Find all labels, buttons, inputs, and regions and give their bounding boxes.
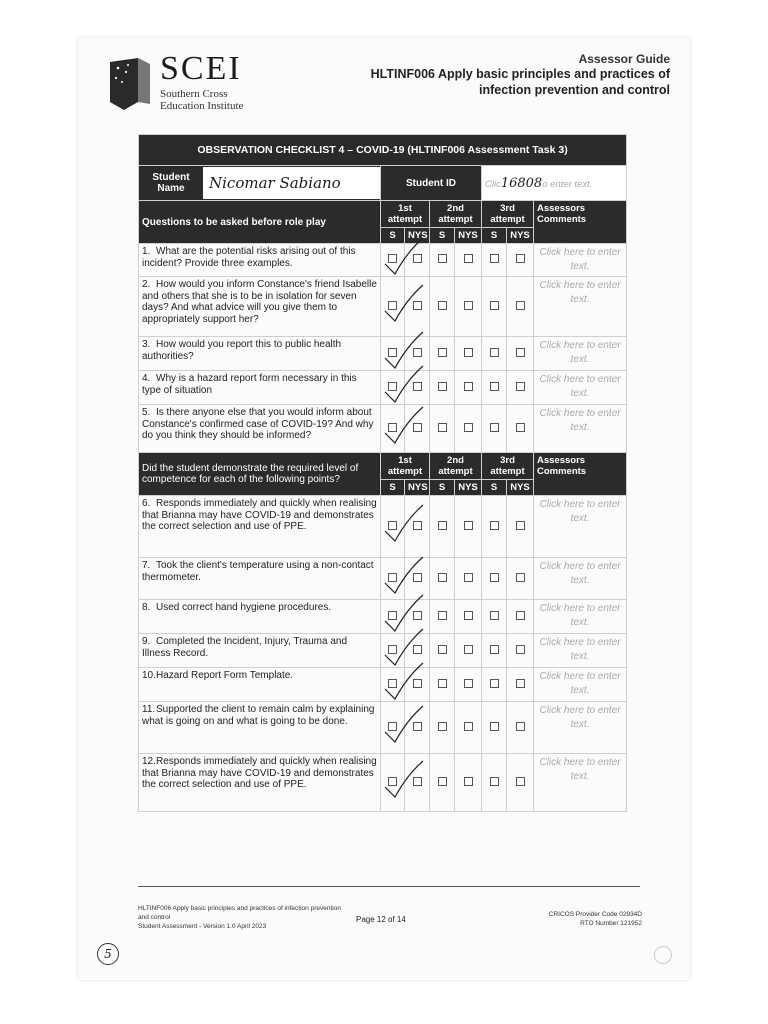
- checkbox-cell: [405, 754, 430, 812]
- checkbox[interactable]: [516, 722, 525, 731]
- checkbox-cell: [507, 337, 534, 371]
- comments-header: Assessors Comments: [534, 453, 627, 496]
- item-text: Supported the client to remain calm by explaining what is going on and what is going to be done.: [142, 704, 375, 727]
- item-text: Responds immediately and quickly when realising that Brianna may have COVID-19 and demonstrates the correct selection and use of PPE.: [142, 498, 377, 532]
- checkbox[interactable]: [516, 382, 525, 391]
- checkbox-cell: [381, 371, 405, 405]
- checkbox[interactable]: [413, 611, 422, 620]
- competence-point-text: [139, 496, 381, 558]
- checkbox-cell: [405, 558, 430, 600]
- student-id-label: Student ID: [381, 166, 482, 201]
- checkbox-cell: [381, 754, 405, 812]
- checkbox-cell: [455, 668, 482, 702]
- question-row: [139, 244, 627, 277]
- checkbox-cell: [430, 277, 455, 337]
- checkbox-cell: [430, 634, 455, 668]
- checkbox-cell: [507, 754, 534, 812]
- checkbox-cell: [405, 371, 430, 405]
- checkbox-cell: [507, 668, 534, 702]
- item-text: Used correct hand hygiene procedures.: [156, 602, 332, 613]
- checkbox[interactable]: [490, 423, 499, 432]
- observation-checklist-table: [138, 134, 627, 812]
- assessor-comment-field[interactable]: Click here to enter text.: [534, 754, 627, 812]
- checkbox-cell: [507, 558, 534, 600]
- checkbox[interactable]: [516, 645, 525, 654]
- unit-title-line1: HLTINF006 Apply basic principles and practices of: [370, 67, 670, 81]
- logo-wordmark: SCEI: [160, 50, 242, 87]
- checkbox[interactable]: [490, 679, 499, 688]
- competence-point-text: [139, 558, 381, 600]
- checkbox-cell: [507, 702, 534, 754]
- checkbox[interactable]: [464, 722, 473, 731]
- checkbox[interactable]: [438, 382, 447, 391]
- s-header: S: [482, 228, 507, 244]
- checkbox-cell: [430, 337, 455, 371]
- footer-left: HLTINF006 Apply basic principles and practices of infection prevention and control Student Assessment - Version 1.0 April 2023: [138, 905, 341, 930]
- faint-stamp-mark: [654, 946, 672, 964]
- footer-right: CRICOS Provider Code 02934D RTO Number 121952: [548, 911, 642, 927]
- item-number: 8.: [142, 602, 151, 613]
- checkbox-cell: [455, 558, 482, 600]
- item-text: Why is a hazard report form necessary in this type of situation: [142, 373, 357, 396]
- checkbox[interactable]: [490, 573, 499, 582]
- checkbox-cell: [507, 600, 534, 634]
- checkbox[interactable]: [413, 521, 422, 530]
- item-number: 2.: [142, 279, 151, 290]
- logo-subtitle: Southern Cross Education Institute: [160, 88, 244, 112]
- shield-logo-icon: [108, 58, 152, 110]
- guide-title: Assessor Guide: [578, 52, 670, 66]
- item-number: 11.: [142, 704, 156, 715]
- question-text: [139, 277, 381, 337]
- item-text: Completed the Incident, Injury, Trauma and Illness Record.: [142, 636, 348, 659]
- item-number: 3.: [142, 339, 151, 350]
- checkbox[interactable]: [438, 645, 447, 654]
- checkbox-cell: [482, 600, 507, 634]
- checkbox[interactable]: [490, 611, 499, 620]
- attempt1-header: 1st attempt: [381, 201, 430, 228]
- item-text: How would you report this to public health authorities?: [142, 339, 342, 362]
- checkbox-cell: [455, 405, 482, 453]
- checkbox-cell: [430, 702, 455, 754]
- competence-point-row: [139, 754, 627, 812]
- checkbox-cell: [482, 558, 507, 600]
- question-text: [139, 337, 381, 371]
- item-number: 10.: [142, 670, 156, 681]
- item-text: Took the client's temperature using a non-contact thermometer.: [142, 560, 374, 583]
- checkbox-cell: [381, 277, 405, 337]
- checkbox[interactable]: [490, 777, 499, 786]
- checkbox[interactable]: [516, 777, 525, 786]
- student-name-cell: [139, 166, 381, 201]
- checkbox-cell: [455, 634, 482, 668]
- item-number: 4.: [142, 373, 151, 384]
- assessor-comment-field[interactable]: Click here to enter text.: [534, 558, 627, 600]
- nys-header: NYS: [507, 228, 534, 244]
- checkbox[interactable]: [516, 423, 525, 432]
- checkbox-cell: [507, 496, 534, 558]
- checkbox[interactable]: [438, 254, 447, 263]
- student-name-label: Student Name: [139, 167, 203, 199]
- s-header: S: [430, 480, 455, 496]
- checkbox[interactable]: [490, 382, 499, 391]
- competence-point-row: [139, 558, 627, 600]
- checkbox-cell: [482, 405, 507, 453]
- assessor-comment-field[interactable]: Click here to enter text.: [534, 277, 627, 337]
- checkbox-cell: [430, 558, 455, 600]
- checkbox[interactable]: [438, 521, 447, 530]
- s-header: S: [381, 228, 405, 244]
- section2-label: Did the student demonstrate the required level of competence for each of the following points?: [139, 453, 381, 496]
- attempt1-header: 1st attempt: [381, 453, 430, 480]
- nys-header: NYS: [405, 480, 430, 496]
- checkbox-cell: [430, 754, 455, 812]
- checkbox-cell: [455, 702, 482, 754]
- checkbox-cell: [507, 244, 534, 277]
- student-id-field[interactable]: Clic16808o enter text.: [482, 166, 627, 201]
- checkbox[interactable]: [516, 679, 525, 688]
- checkbox-cell: [430, 668, 455, 702]
- checkbox-cell: [482, 337, 507, 371]
- attempt2-header: 2nd attempt: [430, 201, 482, 228]
- item-text: What are the potential risks arising out of this incident? Provide three examples.: [142, 246, 356, 269]
- comments-header: Assessors Comments: [534, 201, 627, 244]
- checkbox-cell: [405, 244, 430, 277]
- checkbox[interactable]: [464, 348, 473, 357]
- student-id-value: 16808: [500, 175, 543, 191]
- checkbox-cell: [482, 754, 507, 812]
- checkbox[interactable]: [490, 301, 499, 310]
- assessor-comment-field[interactable]: Click here to enter text.: [534, 371, 627, 405]
- checkbox-cell: [381, 668, 405, 702]
- page-number: Page 12 of 14: [356, 915, 406, 924]
- checkbox-cell: [482, 668, 507, 702]
- checkbox[interactable]: [464, 382, 473, 391]
- checkbox[interactable]: [413, 301, 422, 310]
- competence-point-row: [139, 496, 627, 558]
- assessor-comment-field[interactable]: Click here to enter text.: [534, 496, 627, 558]
- item-number: 9.: [142, 636, 151, 647]
- s-header: S: [381, 480, 405, 496]
- attempt2-header: 2nd attempt: [430, 453, 482, 480]
- checkbox[interactable]: [516, 301, 525, 310]
- checkbox[interactable]: [413, 645, 422, 654]
- item-text: Is there anyone else that you would inform about Constance's confirmed case of COVID-19? And why do you think they should be informed?: [142, 407, 374, 441]
- checkbox-cell: [455, 337, 482, 371]
- competence-point-text: [139, 754, 381, 812]
- checkbox-cell: [381, 496, 405, 558]
- assessor-comment-field[interactable]: Click here to enter text.: [534, 600, 627, 634]
- checkbox[interactable]: [464, 679, 473, 688]
- assessor-comment-field[interactable]: Click here to enter text.: [534, 405, 627, 453]
- checkbox[interactable]: [413, 254, 422, 263]
- assessor-comment-field[interactable]: Click here to enter text.: [534, 668, 627, 702]
- checkbox[interactable]: [490, 722, 499, 731]
- question-row: [139, 371, 627, 405]
- section1-label: Questions to be asked before role play: [139, 201, 381, 244]
- attempt3-header: 3rd attempt: [482, 201, 534, 228]
- checkbox[interactable]: [438, 301, 447, 310]
- checkbox-cell: [482, 702, 507, 754]
- checkbox[interactable]: [516, 348, 525, 357]
- checkbox[interactable]: [438, 722, 447, 731]
- checkbox[interactable]: [464, 301, 473, 310]
- question-text: [139, 371, 381, 405]
- item-text: Hazard Report Form Template.: [156, 670, 294, 681]
- checkbox[interactable]: [413, 382, 422, 391]
- footer-divider: [138, 886, 640, 887]
- competence-point-text: [139, 702, 381, 754]
- item-number: 7.: [142, 560, 151, 571]
- assessor-comment-field[interactable]: Click here to enter text.: [534, 702, 627, 754]
- item-number: 5.: [142, 407, 151, 418]
- checkbox-cell: [381, 244, 405, 277]
- checkbox-cell: [482, 371, 507, 405]
- item-number: 1.: [142, 246, 151, 257]
- item-number: 6.: [142, 498, 151, 509]
- checkbox[interactable]: [464, 645, 473, 654]
- checkbox[interactable]: [464, 611, 473, 620]
- checkbox[interactable]: [490, 348, 499, 357]
- checkbox[interactable]: [464, 254, 473, 263]
- checkbox[interactable]: [438, 573, 447, 582]
- checkbox-cell: [381, 702, 405, 754]
- question-text: [139, 244, 381, 277]
- checkbox-cell: [455, 277, 482, 337]
- checkbox[interactable]: [413, 679, 422, 688]
- handwritten-page-number: 5: [97, 943, 119, 965]
- checkbox-cell: [405, 405, 430, 453]
- checkbox-cell: [455, 496, 482, 558]
- competence-point-row: [139, 702, 627, 754]
- checkbox-cell: [430, 496, 455, 558]
- competence-point-row: [139, 668, 627, 702]
- checkbox-cell: [430, 405, 455, 453]
- checkbox-cell: [455, 371, 482, 405]
- checkbox[interactable]: [490, 645, 499, 654]
- checklist-title: OBSERVATION CHECKLIST 4 – COVID-19 (HLTINF006 Assessment Task 3): [139, 135, 627, 166]
- checkbox-cell: [381, 558, 405, 600]
- checkbox[interactable]: [516, 573, 525, 582]
- checkbox-cell: [455, 244, 482, 277]
- checkbox[interactable]: [413, 348, 422, 357]
- checkbox-cell: [455, 600, 482, 634]
- checkbox[interactable]: [413, 573, 422, 582]
- nys-header: NYS: [455, 480, 482, 496]
- checkbox-cell: [507, 634, 534, 668]
- checkbox[interactable]: [438, 423, 447, 432]
- unit-title-line2: infection prevention and control: [479, 83, 670, 97]
- checkbox[interactable]: [438, 777, 447, 786]
- scei-logo: [108, 50, 258, 118]
- checkbox-cell: [405, 496, 430, 558]
- competence-point-text: [139, 600, 381, 634]
- document-header: [371, 52, 670, 98]
- checkbox[interactable]: [464, 423, 473, 432]
- question-row: [139, 405, 627, 453]
- checkbox-cell: [482, 634, 507, 668]
- checkbox[interactable]: [413, 777, 422, 786]
- nys-header: NYS: [455, 228, 482, 244]
- competence-point-text: [139, 668, 381, 702]
- question-row: [139, 277, 627, 337]
- item-number: 12.: [142, 756, 156, 767]
- checkbox-cell: [405, 702, 430, 754]
- s-header: S: [482, 480, 507, 496]
- checkbox-cell: [430, 600, 455, 634]
- student-name-field[interactable]: Nicomar Sabiano: [203, 167, 380, 199]
- checkbox[interactable]: [464, 777, 473, 786]
- checkbox[interactable]: [464, 573, 473, 582]
- checkbox[interactable]: [438, 348, 447, 357]
- checkbox[interactable]: [413, 722, 422, 731]
- item-text: How would you inform Constance's friend Isabelle and others that she is to be in isolation for seven days? And what advice will you give them to appropriately support her?: [142, 279, 377, 325]
- checkbox-cell: [430, 244, 455, 277]
- checkbox-cell: [482, 277, 507, 337]
- checkbox-cell: [482, 496, 507, 558]
- checkbox-cell: [405, 668, 430, 702]
- s-header: S: [430, 228, 455, 244]
- attempt3-header: 3rd attempt: [482, 453, 534, 480]
- checkbox[interactable]: [490, 254, 499, 263]
- checkbox-cell: [507, 405, 534, 453]
- checkbox-cell: [507, 277, 534, 337]
- checkbox-cell: [381, 405, 405, 453]
- nys-header: NYS: [507, 480, 534, 496]
- checkbox[interactable]: [413, 423, 422, 432]
- checkbox[interactable]: [464, 521, 473, 530]
- item-text: Responds immediately and quickly when realising that Brianna may have COVID-19 and demonstrates the correct selection and use of PPE.: [142, 756, 377, 790]
- assessor-comment-field[interactable]: Click here to enter text.: [534, 244, 627, 277]
- checkbox[interactable]: [516, 611, 525, 620]
- checkbox[interactable]: [516, 521, 525, 530]
- checkbox[interactable]: [490, 521, 499, 530]
- checkbox-cell: [507, 371, 534, 405]
- checkbox[interactable]: [438, 611, 447, 620]
- competence-point-text: [139, 634, 381, 668]
- checkbox[interactable]: [516, 254, 525, 263]
- checkbox-cell: [405, 277, 430, 337]
- assessor-comment-field[interactable]: Click here to enter text.: [534, 634, 627, 668]
- checkbox-cell: [455, 754, 482, 812]
- question-text: [139, 405, 381, 453]
- checkbox-cell: [482, 244, 507, 277]
- nys-header: NYS: [405, 228, 430, 244]
- checkbox[interactable]: [438, 679, 447, 688]
- assessor-comment-field[interactable]: Click here to enter text.: [534, 337, 627, 371]
- checkbox-cell: [430, 371, 455, 405]
